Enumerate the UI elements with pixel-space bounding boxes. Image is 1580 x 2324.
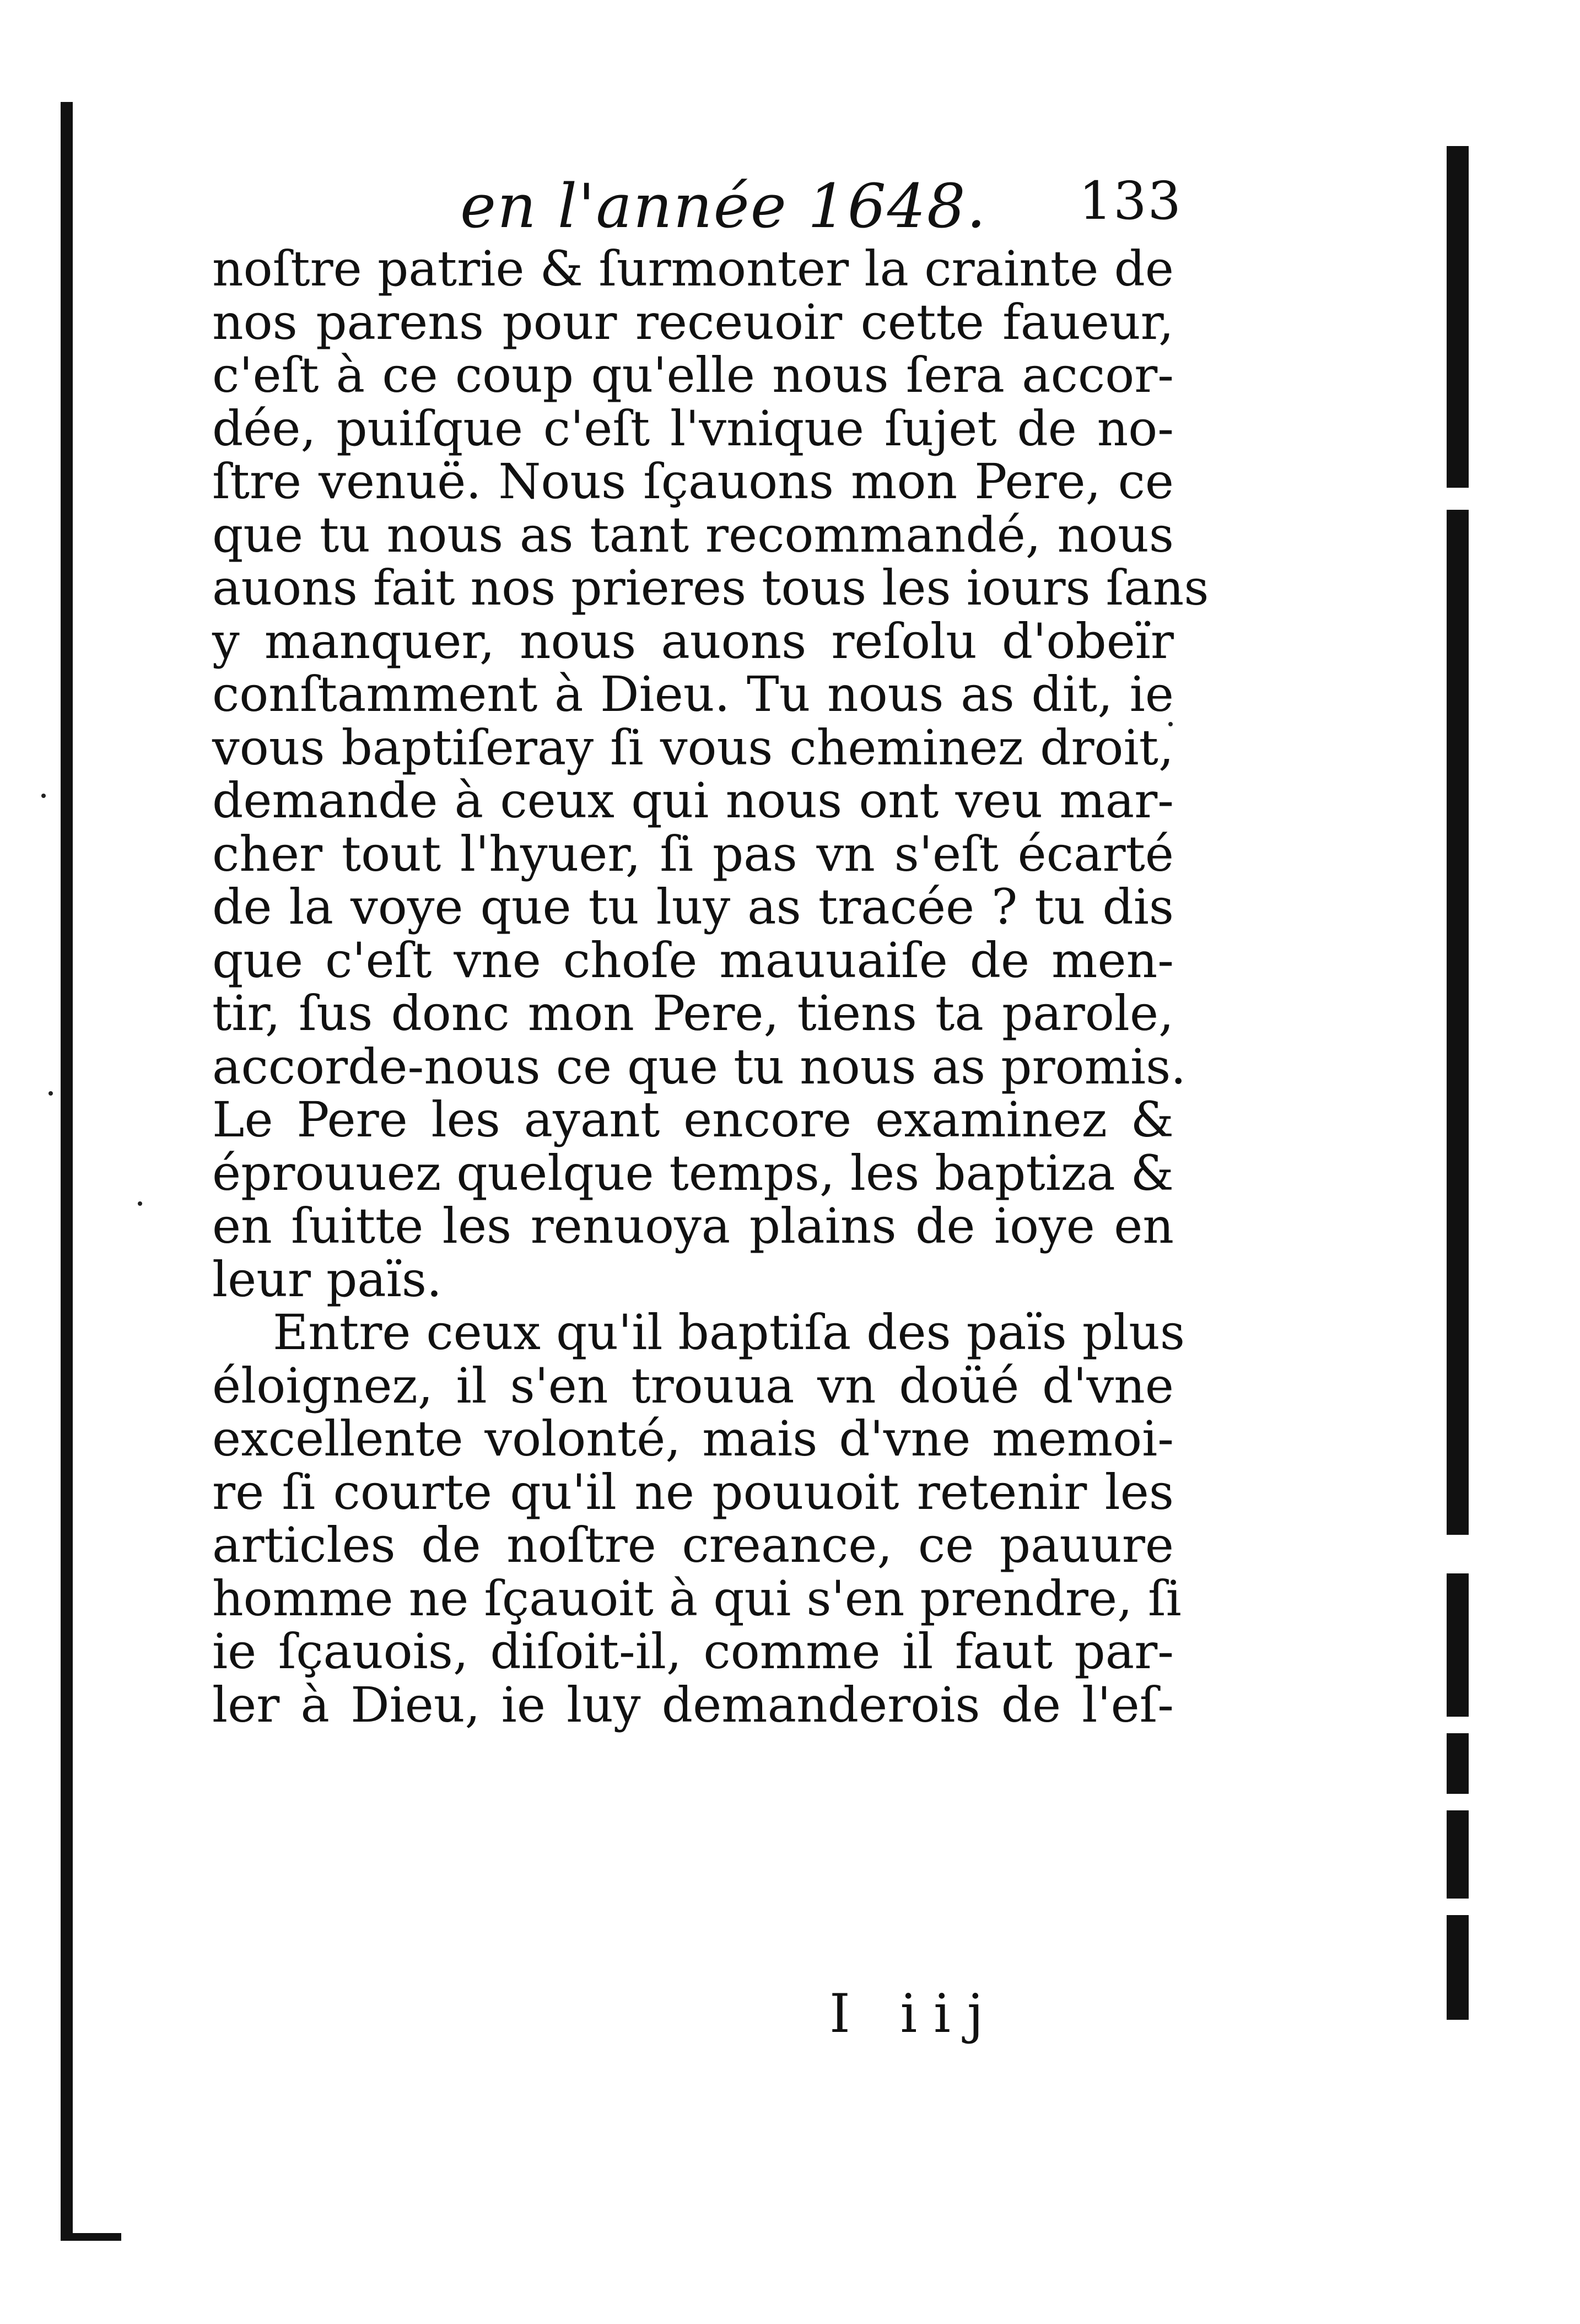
text-line: c'eſt à ce coup qu'elle nous ſera accor- [212, 347, 1174, 403]
text-line: noſtre patrie & ſurmonter la crainte de [212, 240, 1174, 297]
text-line: nos parens pour receuoir cette faueur, [212, 293, 1174, 351]
scan-speck [138, 1201, 142, 1206]
text-line: accorde-nous ce que tu nous as promis. [212, 1038, 1187, 1095]
binding-edge-shadow [61, 102, 73, 2240]
text-line: cher tout l'hyuer, ſi pas vn s'eſt écarté [212, 825, 1174, 882]
text-line: éprouuez quelque temps, les baptiza & [212, 1144, 1174, 1201]
text-line: auons fait nos prieres tous les iours ſans [212, 559, 1209, 616]
scan-speck [48, 1091, 53, 1096]
text-line: ſtre venuë. Nous ſçauons mon Pere, ce [212, 453, 1174, 510]
text-line: Le Pere les ayant encore examinez & [212, 1091, 1174, 1148]
text-line: demande à ceux qui nous ont veu mar- [212, 772, 1174, 829]
text-line: de la voye que tu luy as tracée ? tu dis [212, 878, 1174, 935]
running-head [212, 171, 1182, 242]
text-line: dée, puiſque c'eſt l'vnique ſujet de no- [212, 400, 1174, 457]
text-line: que c'eſt vne choſe mauuaiſe de men- [212, 931, 1174, 989]
text-line: que tu nous as tant recommandé, nous [212, 506, 1174, 563]
text-line: y manquer, nous auons reſolu d'obeïr [212, 612, 1174, 670]
text-line: conſtamment à Dieu. Tu nous as dit, ie [212, 666, 1174, 722]
text-line: tir, ſus donc mon Pere, tiens ta parole, [212, 985, 1174, 1042]
running-head-title: en l'année 1648. [460, 171, 987, 241]
text-line: excellente volonté, mais d'vne memoi- [212, 1410, 1174, 1467]
text-line: homme ne ſçauoit à qui s'en prendre, ſi [212, 1570, 1182, 1627]
text-line: éloignez, il s'en trouua vn doüé d'vne [212, 1357, 1174, 1414]
page-number: 133 [1079, 171, 1182, 231]
text-line: articles de noſtre creance, ce pauure [212, 1517, 1174, 1573]
right-edge-marks [1447, 146, 1469, 2020]
text-line: vous baptiſeray ſi vous cheminez droit, [212, 719, 1174, 776]
scan-speck [41, 794, 46, 798]
text-line: leur païs. [212, 1250, 443, 1308]
binding-edge-foot [61, 2233, 121, 2241]
body-text [212, 240, 1209, 1733]
signature-mark: I iij [829, 1983, 1000, 2045]
text-line: Entre ceux qu'il baptiſa des païs plus [273, 1304, 1185, 1361]
text-line: ler à Dieu, ie luy demanderois de l'eſ- [212, 1676, 1174, 1733]
text-line: en ſuitte les renuoya plains de ioye en [212, 1198, 1174, 1254]
text-line: ie ſçauois, diſoit-il, comme il faut par- [212, 1623, 1174, 1680]
text-line: re ſi courte qu'il ne pouuoit retenir les [212, 1463, 1174, 1520]
